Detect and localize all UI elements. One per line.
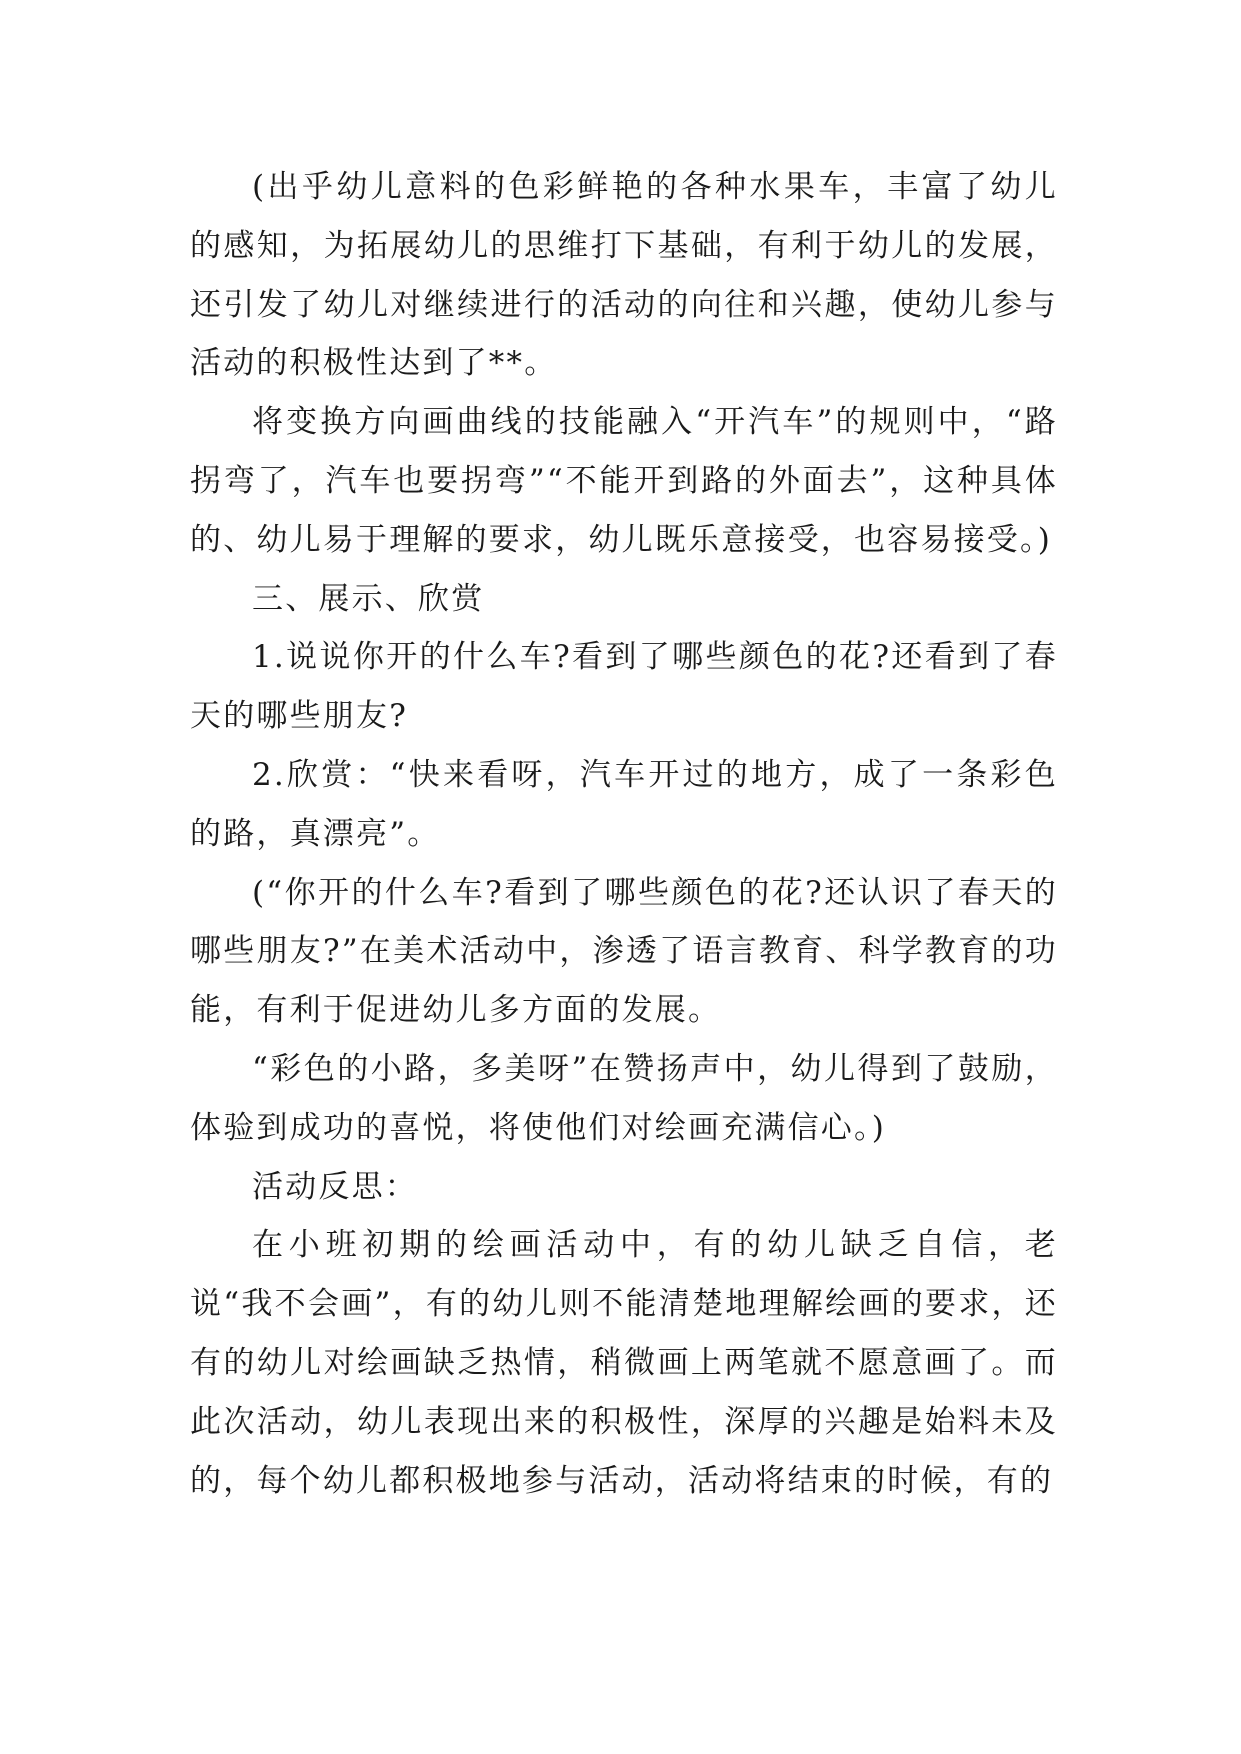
paragraph-curve-skill-note: 将变换方向画曲线的技能融入“开汽车”的规则中，“路拐弯了，汽车也要拐弯”“不能开到路的外面去”，这种具体的、幼儿易于理解的要求，幼儿既乐意接受，也容易接受。) <box>190 404 1058 558</box>
paragraph-fruit-car-note: (出乎幼儿意料的色彩鲜艳的各种水果车，丰富了幼儿的感知，为拓展幼儿的思维打下基础，有利于幼儿的发展，还引发了幼儿对继续进行的活动的向往和兴趣，使幼儿参与活动的积极性达到了**。 <box>190 169 1058 382</box>
paragraph-item-1: 1.说说你开的什么车?看到了哪些颜色的花?还看到了春天的哪些朋友? <box>190 639 1058 735</box>
paragraph-item-2: 2.欣赏：“快来看呀，汽车开过的地方，成了一条彩色的路，真漂亮”。 <box>190 756 1058 852</box>
document-body <box>190 158 1058 1510</box>
paragraph-praise-note: “彩色的小路，多美呀”在赞扬声中，幼儿得到了鼓励，体验到成功的喜悦，将使他们对绘画充满信心。) <box>190 1050 1058 1146</box>
section-heading-reflection: 活动反思： <box>252 1168 418 1205</box>
paragraph-language-science-note: (“你开的什么车?看到了哪些颜色的花?还认识了春天的哪些朋友?”在美术活动中，渗透了语言教育、科学教育的功能，有利于促进幼儿多方面的发展。 <box>190 874 1058 1029</box>
paragraph-reflection-body: 在小班初期的绘画活动中，有的幼儿缺乏自信，老说“我不会画”，有的幼儿则不能清楚地理解绘画的要求，还有的幼儿对绘画缺乏热情，稍微画上两笔就不愿意画了。而此次活动，幼儿表现出来的积极性，深厚的兴趣是始料未及的，每个幼儿都积极地参与活动，活动将结束的时候，有的 <box>190 1227 1058 1499</box>
section-heading-display-appreciate: 三、展示、欣赏 <box>252 580 485 617</box>
